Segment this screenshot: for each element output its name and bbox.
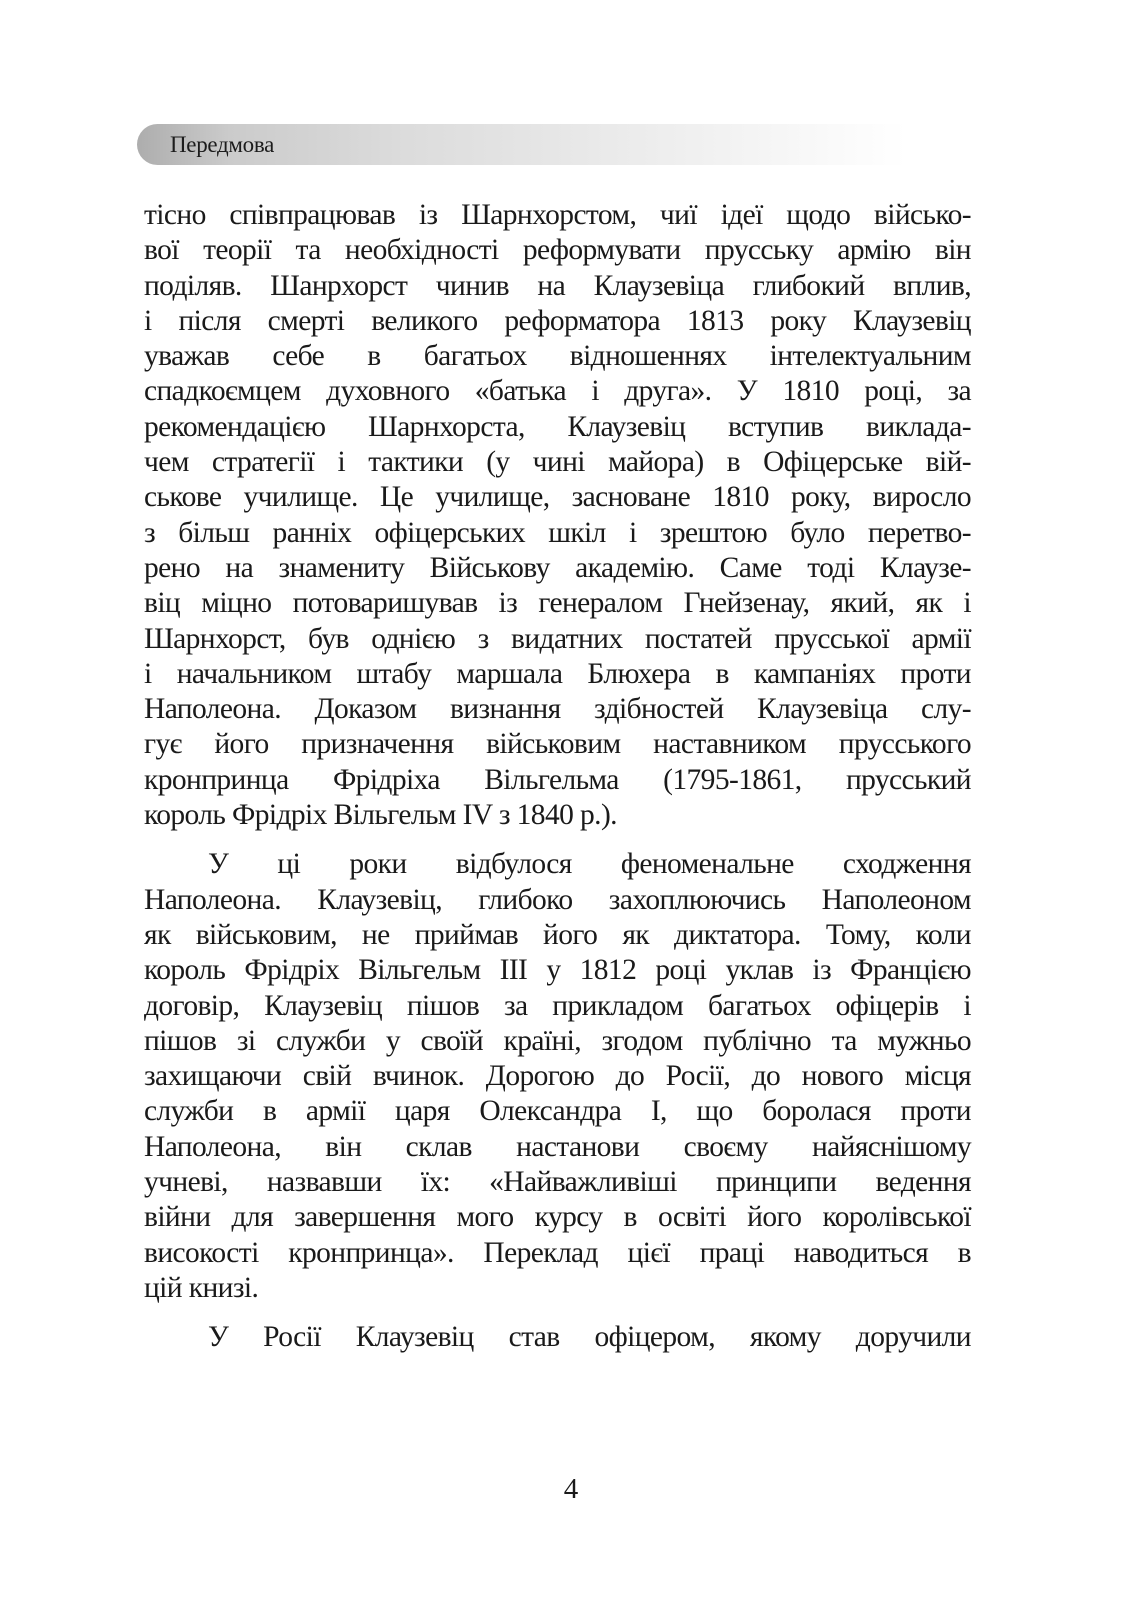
- section-title: Передмова: [170, 132, 275, 157]
- text-line: як військовим, не приймав його як диктатора. Тому, коли: [144, 918, 971, 951]
- text-line: ськове училище. Це училище, засноване 1810 року, виросло: [144, 481, 971, 514]
- text-line: поділяв. Шанрхорст чинив на Клаузевіца глибокий вплив,: [144, 269, 971, 302]
- text-line: чем стратегії і тактики (у чині майора) в Офіцерське вій-: [144, 446, 971, 479]
- running-header-bar: [137, 124, 907, 165]
- text-line: з більш ранніх офіцерських шкіл і зрештою було перетво-: [144, 516, 971, 549]
- body-text: [144, 198, 971, 1356]
- text-line: У ці роки відбулося феноменальне сходження: [208, 848, 971, 881]
- text-line: король Фрідріх Вільгельм III у 1812 році уклав із Францією: [144, 954, 971, 987]
- paragraph-1: [144, 198, 971, 833]
- text-line: спадкоємцем духовного «батька і друга». У 1810 році, за: [144, 375, 971, 408]
- text-line: Наполеона, він склав настанови своєму найяснішому: [144, 1130, 971, 1163]
- text-line: гує його призначення військовим наставником прусського: [144, 728, 971, 761]
- text-line: уважав себе в багатьох відношеннях інтелектуальним: [144, 340, 971, 373]
- text-line: цій книзі.: [144, 1271, 259, 1304]
- text-line: пішов зі служби у своїй країні, згодом публічно та мужньо: [144, 1024, 971, 1057]
- text-line: захищаючи свій вчинок. Дорогою до Росії, до нового місця: [144, 1060, 971, 1093]
- text-line: Наполеона. Доказом визнання здібностей Клаузевіца слу-: [144, 693, 971, 726]
- text-line: учневі, назвавши їх: «Найважливіші принципи ведення: [144, 1166, 971, 1199]
- text-line: рекомендацією Шарнхорста, Клаузевіц вступив виклада-: [144, 410, 971, 443]
- text-line: рено на знамениту Військову академію. Саме тоді Клаузе-: [144, 551, 971, 584]
- text-line: і начальником штабу маршала Блюхера в кампаніях проти: [144, 657, 971, 690]
- paragraph-2: [144, 847, 971, 1306]
- text-line: тісно співпрацював із Шарнхорстом, чиї ідеї щодо військо-: [144, 199, 971, 231]
- text-line: вої теорії та необхідності реформувати прусську армію він: [144, 234, 971, 267]
- text-line: високості кронпринца». Переклад цієї праці наводиться в: [144, 1236, 971, 1269]
- text-line: Шарнхорст, був однією з видатних постатей прусської армії: [144, 622, 971, 655]
- text-line: Наполеона. Клаузевіц, глибоко захоплюючись Наполеоном: [144, 883, 971, 916]
- text-line: віц міцно потоваришував із генералом Гнейзенау, який, як і: [144, 587, 971, 620]
- paragraph-3: [144, 1320, 971, 1355]
- text-line: і після смерті великого реформатора 1813 року Клаузевіц: [144, 304, 971, 337]
- text-line: У Росії Клаузевіц став офіцером, якому доручили: [208, 1321, 971, 1354]
- text-line: король Фрідріх Вільгельм IV з 1840 р.).: [144, 799, 617, 832]
- text-line: кронпринца Фрідріха Вільгельма (1795-1861, прусський: [144, 763, 971, 796]
- text-line: договір, Клаузевіц пішов за прикладом багатьох офіцерів і: [144, 989, 971, 1022]
- text-line: війни для завершення мого курсу в освіті його королівської: [144, 1201, 971, 1234]
- text-line: служби в армії царя Олександра I, що боролася проти: [144, 1095, 971, 1128]
- page-number: 4: [563, 1473, 579, 1505]
